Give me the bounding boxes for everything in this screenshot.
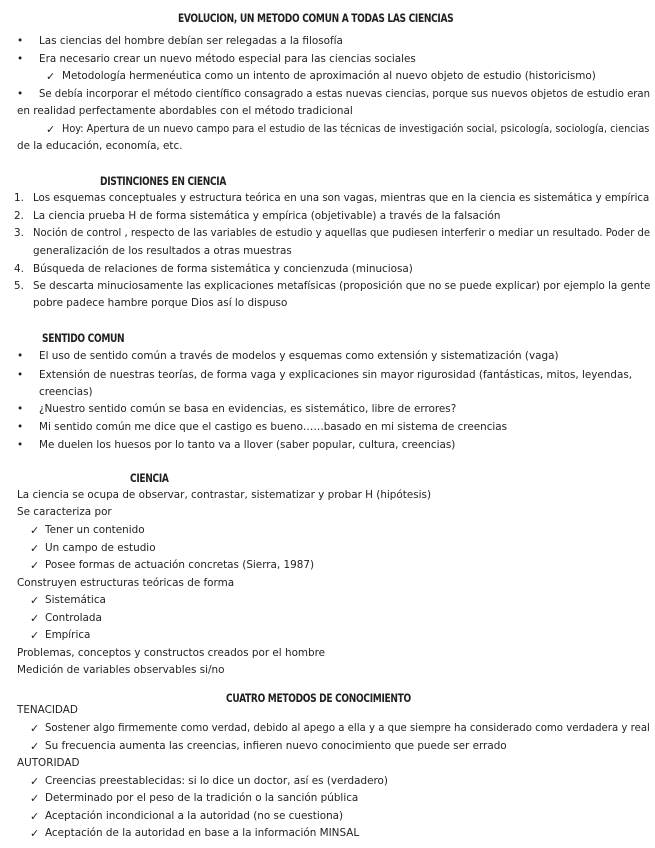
check-icon: ✓ bbox=[46, 123, 56, 136]
ciencia-check-2: Un campo de estudio bbox=[45, 542, 156, 554]
ciencia-para-5: Medición de variables observables si/no bbox=[17, 664, 225, 676]
evolucion-check-2-cont: de la educación, economía, etc. bbox=[17, 140, 183, 152]
distinciones-item-4: Búsqueda de relaciones de forma sistemática y concienzuda (minuciosa) bbox=[33, 263, 413, 275]
ciencia-para-2: Se caracteriza por bbox=[17, 506, 112, 518]
check-icon: ✓ bbox=[30, 792, 40, 805]
distinciones-item-2: La ciencia prueba H de forma sistemática y empírica (objetivable) a través de la falsación bbox=[33, 210, 501, 222]
bullet-icon: • bbox=[17, 369, 24, 381]
list-number: 5. bbox=[14, 280, 24, 292]
tenacidad-check-2: Su frecuencia aumenta las creencias, infieren nuevo conocimiento que puede ser errado bbox=[45, 740, 507, 752]
autoridad-check-4: Aceptación de la autoridad en base a la información MINSAL bbox=[45, 827, 360, 839]
ciencia-check-3: Posee formas de actuación concretas (Sierra, 1987) bbox=[45, 559, 315, 571]
check-icon: ✓ bbox=[30, 594, 40, 607]
ciencia-check-4: Sistemática bbox=[45, 594, 106, 606]
evolucion-check-2: Hoy: Apertura de un nuevo campo para el estudio de las técnicas de investigación social, psicología, sociología, ciencias bbox=[62, 123, 650, 135]
distinciones-item-3: Noción de control , respecto de las variables de estudio y aquellas que pudiesen interferir o mediar un resultado. Poder de bbox=[33, 227, 651, 239]
list-number: 1. bbox=[14, 192, 24, 204]
ciencia-check-6: Empírica bbox=[45, 629, 91, 641]
distinciones-item-5: Se descarta minuciosamente las explicaciones metafísicas (proposición que no se puede explicar) por ejemplo la gente bbox=[33, 280, 651, 292]
sentido-bullet-3: ¿Nuestro sentido común se basa en evidencias, es sistemático, libre de errores? bbox=[39, 403, 457, 415]
bullet-icon: • bbox=[17, 439, 24, 451]
autoridad-heading: AUTORIDAD bbox=[17, 757, 80, 769]
tenacidad-check-1: Sostener algo firmemente como verdad, debido al apego a ella y a que siempre ha considerado como verdadera y real bbox=[45, 722, 650, 734]
list-number: 2. bbox=[14, 210, 24, 222]
autoridad-check-3: Aceptación incondicional a la autoridad (no se cuestiona) bbox=[45, 810, 344, 822]
ciencia-para-3: Construyen estructuras teóricas de forma bbox=[17, 577, 235, 589]
bullet-icon: • bbox=[17, 421, 24, 433]
bullet-icon: • bbox=[17, 403, 24, 415]
check-icon: ✓ bbox=[30, 722, 40, 735]
distinciones-item-1: Los esquemas conceptuales y estructura teórica en una son vagas, mientras que en la ciencia es sistemática y empírica bbox=[33, 192, 650, 204]
check-icon: ✓ bbox=[30, 775, 40, 788]
check-icon: ✓ bbox=[46, 70, 56, 83]
bullet-icon: • bbox=[17, 35, 24, 47]
section-title-ciencia: CIENCIA bbox=[130, 471, 169, 485]
sentido-bullet-5: Me duelen los huesos por lo tanto va a llover (saber popular, cultura, creencias) bbox=[39, 439, 456, 451]
check-icon: ✓ bbox=[30, 524, 40, 537]
sentido-bullet-4: Mi sentido común me dice que el castigo es bueno……basado en mi sistema de creencias bbox=[39, 421, 508, 433]
section-title-evolucion: EVOLUCION, UN METODO COMUN A TODAS LAS CIENCIAS bbox=[178, 11, 454, 25]
bullet-icon: • bbox=[17, 88, 24, 100]
distinciones-item-3-cont: generalización de los resultados a otras muestras bbox=[33, 245, 292, 257]
bullet-icon: • bbox=[17, 53, 24, 65]
ciencia-check-1: Tener un contenido bbox=[45, 524, 145, 536]
check-icon: ✓ bbox=[30, 827, 40, 840]
list-number: 4. bbox=[14, 263, 24, 275]
evolucion-bullet-3-cont: en realidad perfectamente abordables con el método tradicional bbox=[17, 105, 353, 117]
check-icon: ✓ bbox=[30, 612, 40, 625]
autoridad-check-2: Determinado por el peso de la tradición o la sanción pública bbox=[45, 792, 359, 804]
check-icon: ✓ bbox=[30, 740, 40, 753]
sentido-bullet-1: El uso de sentido común a través de modelos y esquemas como extensión y sistematización (vaga) bbox=[39, 350, 559, 362]
sentido-bullet-2-cont: creencias) bbox=[39, 386, 93, 398]
distinciones-item-5-cont: pobre padece hambre porque Dios así lo dispuso bbox=[33, 297, 288, 309]
sentido-bullet-2: Extensión de nuestras teorías, de forma vaga y explicaciones sin mayor rigurosidad (fantásticas, mitos, leyendas, bbox=[39, 369, 633, 381]
section-title-distinciones: DISTINCIONES EN CIENCIA bbox=[100, 174, 227, 188]
check-icon: ✓ bbox=[30, 542, 40, 555]
list-number: 3. bbox=[14, 227, 24, 239]
bullet-icon: • bbox=[17, 350, 24, 362]
evolucion-bullet-2: Era necesario crear un nuevo método especial para las ciencias sociales bbox=[39, 53, 416, 65]
check-icon: ✓ bbox=[30, 629, 40, 642]
ciencia-para-1: La ciencia se ocupa de observar, contrastar, sistematizar y probar H (hipótesis) bbox=[17, 489, 431, 501]
section-title-cuatro-metodos: CUATRO METODOS DE CONOCIMIENTO bbox=[226, 691, 411, 705]
ciencia-para-4: Problemas, conceptos y constructos creados por el hombre bbox=[17, 647, 326, 659]
check-icon: ✓ bbox=[30, 559, 40, 572]
evolucion-check-1: Metodología hermenéutica como un intento de aproximación al nuevo objeto de estudio (historicismo) bbox=[62, 70, 596, 82]
tenacidad-heading: TENACIDAD bbox=[17, 704, 78, 716]
autoridad-check-1: Creencias preestablecidas: si lo dice un doctor, así es (verdadero) bbox=[45, 775, 388, 787]
check-icon: ✓ bbox=[30, 810, 40, 823]
ciencia-check-5: Controlada bbox=[45, 612, 102, 624]
evolucion-bullet-3: Se debía incorporar el método científico consagrado a estas nuevas ciencias, porque sus nuevos objetos de estudio eran bbox=[39, 88, 651, 100]
evolucion-bullet-1: Las ciencias del hombre debían ser relegadas a la filosofía bbox=[39, 35, 343, 47]
section-title-sentido-comun: SENTIDO COMUN bbox=[42, 331, 125, 345]
